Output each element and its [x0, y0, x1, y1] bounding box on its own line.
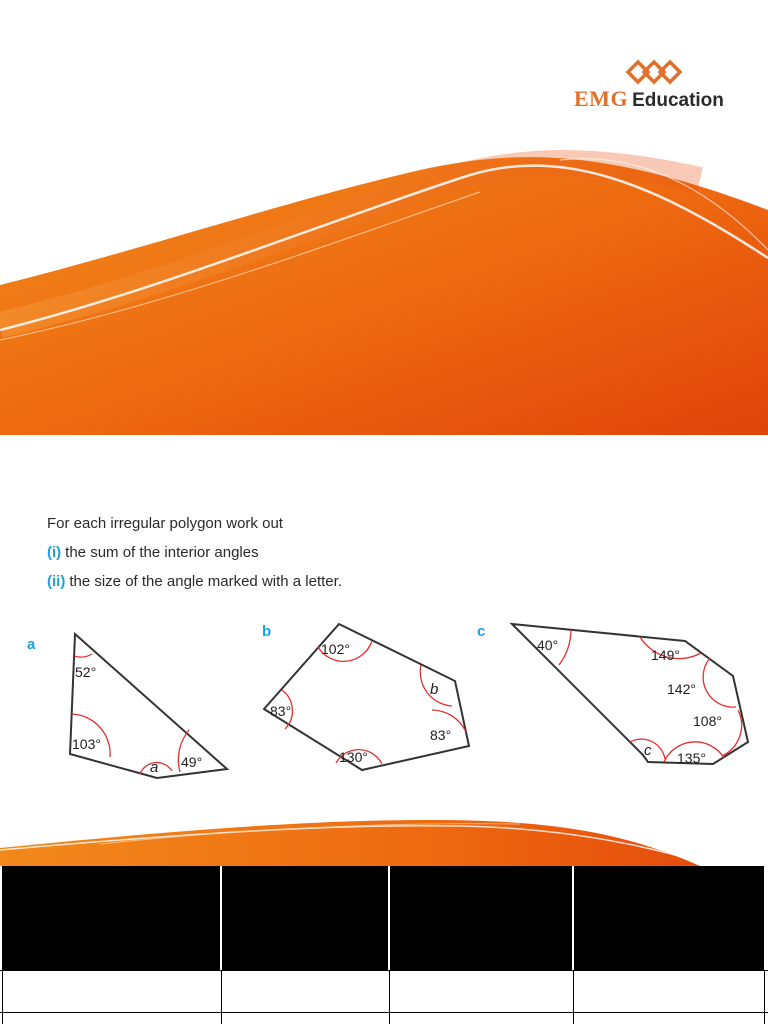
instruction-tag-1: (i)	[47, 544, 62, 561]
figure-c	[477, 623, 748, 766]
answer-table	[0, 866, 768, 1024]
table-col-border	[389, 970, 390, 1024]
figure-c-label: c	[477, 623, 486, 640]
figure-b-angle-5: 83°	[430, 727, 452, 743]
orange-wave-footer	[0, 800, 768, 870]
instruction-item-1	[47, 538, 342, 567]
figure-a	[27, 634, 227, 778]
figure-b-angle-3: 83°	[270, 703, 292, 719]
figure-a-angle-4: 49°	[181, 754, 203, 770]
instruction-text-2: the size of the angle marked with a letter.	[69, 573, 342, 590]
figure-c-angle-3: 142°	[667, 681, 696, 697]
interlocking-diamonds-icon	[626, 58, 684, 86]
figure-b-angle-unknown: b	[430, 681, 439, 698]
figure-a-angle-1: 52°	[75, 664, 97, 680]
figure-a-angle-unknown: a	[150, 759, 159, 776]
figure-c-angle-5: 135°	[677, 750, 706, 766]
figure-b-label: b	[262, 623, 272, 640]
figure-c-angle-2: 149°	[651, 647, 680, 663]
orange-wave-banner	[0, 140, 768, 435]
table-header-cell-4	[574, 866, 764, 970]
figure-b-angle-1: 102°	[321, 641, 350, 657]
brand-name-education: Education	[632, 90, 724, 111]
figure-c-angle-unknown: c	[644, 742, 652, 759]
table-col-border	[764, 970, 765, 1024]
instruction-item-2	[47, 567, 342, 596]
figure-c-angle-4: 108°	[693, 713, 722, 729]
figure-b-angle-4: 130°	[339, 749, 368, 765]
figure-b	[262, 623, 469, 770]
instruction-intro: For each irregular polygon work out	[47, 515, 283, 532]
figure-c-angle-1: 40°	[537, 637, 559, 653]
polygon-figures	[0, 615, 768, 790]
table-col-border	[573, 970, 574, 1024]
figure-a-angle-2: 103°	[72, 736, 101, 752]
table-header-cell-2	[222, 866, 388, 970]
instructions	[47, 509, 342, 596]
table-row-border	[0, 970, 768, 971]
table-col-border	[2, 970, 3, 1024]
table-header-cell-3	[390, 866, 572, 970]
instruction-tag-2: (ii)	[47, 573, 66, 590]
table-row-border	[0, 1012, 768, 1013]
brand-wordmark	[574, 86, 724, 112]
table-header-cell-1	[2, 866, 220, 970]
table-col-border	[221, 970, 222, 1024]
brand-logo	[574, 58, 744, 118]
brand-name-emg: EMG	[574, 86, 629, 111]
figure-a-label: a	[27, 636, 36, 653]
instruction-text-1: the sum of the interior angles	[65, 544, 259, 561]
